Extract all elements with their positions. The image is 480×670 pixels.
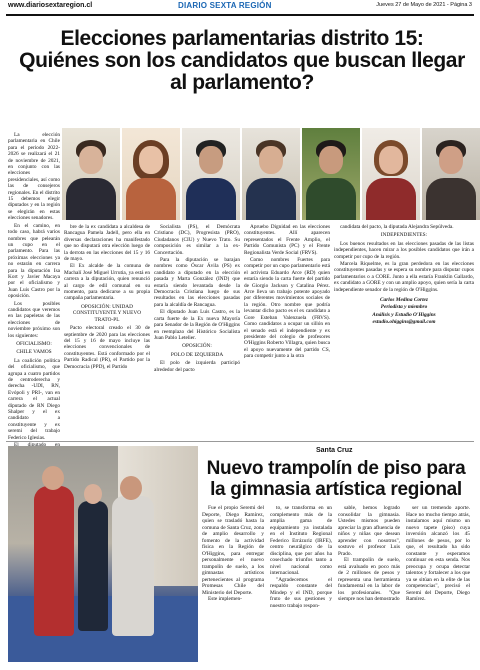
paragraph: En el camino, en todo caso, habrá varios nombres que pelearán un cupo en el parlamento. Para las próximas elecciones ya no estarán en carrera para la diputación Isa Kort y Javier Macaya por el oficialismo y Juan Luis Castro por la oposición. xyxy=(8,222,60,300)
author-role: Periodista y miembro xyxy=(380,304,428,311)
paragraph: Los buenos resultados en las elecciones pasadas de las listas independientes, hacen mirar a los posibles candidatos que irán a competir por cupo de la región. xyxy=(334,240,474,260)
paragraph: El polo de izquierda participó alrededor del pacto xyxy=(154,360,240,373)
candidates-photo-strip xyxy=(62,128,480,220)
paragraph: Para la diputación se barajan nombres como Óscar Ávila (PS) ex candidato a diputado en la elección pasada y Marta González (IND) que estaría siendo levantada desde la Democracia Cristiana luego de sus resultados en las elecciones pasadas para la alcaldía de Rancagua. xyxy=(154,257,240,308)
column-3 xyxy=(154,224,240,374)
column-3 xyxy=(338,505,400,603)
section-heading: POLO DE IZQUIERDA xyxy=(170,351,224,358)
site-url[interactable]: www.diariosextaregion.cl xyxy=(8,2,93,9)
paragraph: to, se transforma en un complemento más de la amplia gama de equipamiento ya instalada en el Instituto Regional Federico Errázuriz (IRFE), centro neurálgico de la disciplina, que por años ha cosechado triunfos tanto a nivel nacional como internacional. xyxy=(270,505,332,576)
paragraph: Este implemen- xyxy=(208,596,242,602)
candidate-photo-6 xyxy=(362,128,420,220)
paragraph: Pacto electoral creado el 30 de septiembre de 2020 para las elecciones del 15 y 16 de mayo incluye las elecciones convencionales de constituyentes. Está conformado por el Partido Radical (PR), el Partido por la Democracia (PPD), el Partido xyxy=(64,325,150,370)
column-4 xyxy=(244,224,330,361)
paragraph: bre de la ex candidata a alcaldesa de Rancagua Pamela Jadell, pero ella en diversas declaraciones ha manifestado que no disputará otra elección luego de la derrota en las elecciones del 15 y 16 de mayo. xyxy=(64,224,150,263)
column-2 xyxy=(270,505,332,609)
paragraph: Socialista (PS), el Demócrata Cristiano (DC), Progresista (PRO), Ciudadanos (CIU) y Nuevo Trato. Su composición es similar a la ex-Concertación. xyxy=(154,224,240,256)
paragraph: Los posibles candidatos que veremos en las papeletas de las elecciones de noviembre próximo son los siguientes: xyxy=(8,300,60,339)
paragraph: El trampolín de suelo, está avaluado en poco más de 2 millones de pesos y representa una herramienta fundamental en la labor de los profesionales. "Que siempre nos han demostrado xyxy=(338,557,400,602)
section-heading: INDEPENDIENTES: xyxy=(380,232,428,239)
paragraph: Fue el propio Seremi del Deporte, Diego Ramírez, quien se trasladó hasta la comuna de Santa Cruz, zona de amplio desarrollo y fomento de la actividad física en la Región de O'Higgins, para entregar personalmente el nuevo trampolín de suelo, a los gimnastas artísticos pertenecientes al programa Promesas Chile del Ministerio del Deporte. xyxy=(202,505,264,596)
article-headline: Nuevo trampolín de piso para la gimnasia artística regional xyxy=(206,458,466,500)
paragraph: Apruebo Dignidad en las elecciones constituyentes. Allí aparecen representados el Frente Amplio, el Partido Comunista (PC) y el Frente Regionalista Verde Social (FRVS). xyxy=(244,224,330,256)
column-1 xyxy=(202,505,264,603)
paragraph: "Agradecemos el respaldo constante del Mindep y el IND, porque fruto de sus gestiones y nuestro trabajo respon- xyxy=(270,576,332,609)
candidate-photo-7 xyxy=(422,128,480,220)
section-heading: OPOSICIÓN: xyxy=(182,343,212,350)
paragraph: Como nombres Fuertes para competir por un cupo parlamentario está el activista Eduardo Arce (RD) quien estaría siendo la carta fuerte del partido de Giorgio Jackson y Catalina Pérez. Arce lleva un trabajo potente apoyado por diferentes movimientos sociales de la región. Otro nombre que podría levantar dicho pacto es el ex candidato a Gore Esteban Valenzuela (FRVS). Como candidatos a ocupar un sillón en el senado está el independiente y ex presidente del colegio de profesores O'Higgins Roberto Villagra, quien busca el apoyo nuevamente del partido CS, para competir junto a la otra xyxy=(244,257,331,360)
paragraph: El Ex alcalde de la comuna de Machalí José Miguel Urrutia, ya está en carrera a la diputación, quien renunció al cargo de edil comunal en su momento, para dedicarse a su propia campaña parlamentaria. xyxy=(64,263,150,302)
section-heading: OPOSICIÓN: UNIDAD CONSTITUYENTE Y NUEVO TRATO-PL xyxy=(72,303,142,323)
column-5 xyxy=(334,224,474,327)
paragraph: La coalición política del oficialismo, que agrupa a cuatro partidos de centroderecha y derecha -UDI, RN, Evópoli y PRI-, van en carrera el actual diputado de RN Diego Shalper y el ex candidato a constituyente y ex seremi del trabajo Federico Iglesias. xyxy=(8,357,60,441)
candidate-photo-4 xyxy=(242,128,300,220)
paragraph: Marcela Riquelme, es la gran perdedora en las elecciones constituyentes pasadas y se espera su nombre para disputar cupos parlamentarios o a CORE. Junto a ella estaría Franklin Gallardo, ex candidato a GORE y con un amplio apoyo, quien sería la carta independiente senador de la región de O'Higgins. xyxy=(334,261,474,293)
header-rule xyxy=(6,14,474,16)
author-org: Análisis y Estudio O'Higgins xyxy=(372,311,436,318)
paragraph: La elección parlamentaria en Chile para el periodo 2022-2026 se realizará el 21 de noviembre de 2021, en conjunto con las elecciones presidenciales, así como las de consejeros regionales. En el distrito 15 debemos elegir diputados y en la región se elegirán en estas elecciones senadores. xyxy=(8,132,60,222)
section-tag: Santa Cruz xyxy=(316,447,353,454)
candidate-photo-2 xyxy=(122,128,180,220)
section-heading: OFICIALISMO: xyxy=(16,341,52,347)
candidate-photo-3 xyxy=(182,128,240,220)
paragraph: ser un tremendo aporte. Hace no mucho tiempo atrás, instalamos aquí mismo un nuevo tapete (piso) cuya inversión alcanzó los 45 millones de pesos, por lo que, el resultado ha sido constante y esperamos continuar en esta senda. Nos preocupa y ocupa detectar talentos y fortalecer a los que ya se sitúan en la elite de las competencias", precisó el Seremi del Deporte, Diego Ramírez. xyxy=(406,505,470,602)
paragraph: El diputado Juan Luis Castro, es la carta fuerte de la Ex nueva Mayoría para Senador de la Región de O'Higgins en reemplazo del Histórico Socialista Juan Pablo Letelier. xyxy=(154,309,240,341)
author-email[interactable]: estudio.ohiggins@gmail.com xyxy=(372,319,436,326)
publication-name: DIARIO SEXTA REGIÓN xyxy=(178,1,272,10)
column-4 xyxy=(406,505,470,603)
gymnastics-trampoline-photo xyxy=(8,446,198,662)
paragraph: sable, hemos logrado consolidar la gimnasia. Ustedes mismos pueden apreciar la gran afluencia de niños y niñas que desean aprender con nosotros", sostuvo el profesor Luis Prado. xyxy=(338,505,400,557)
issue-date: Jueves 27 de Mayo de 2021 - Página 3 xyxy=(376,2,472,8)
paragraph: candidata del pacto, la diputada Alejandra Sepúlveda. xyxy=(340,224,454,230)
candidate-photo-1 xyxy=(62,128,120,220)
page-header xyxy=(0,0,480,14)
article-headline: Elecciones parlamentarias distrito 15: Quiénes son los candidatos que buscan llegar al parlamento? xyxy=(19,27,465,94)
author-name: Carlos Medina Cortez xyxy=(380,297,428,304)
section-heading: CHILE VAMOS xyxy=(16,349,52,356)
candidate-photo-5 xyxy=(302,128,360,220)
column-2 xyxy=(64,224,150,371)
article-divider xyxy=(6,441,474,442)
